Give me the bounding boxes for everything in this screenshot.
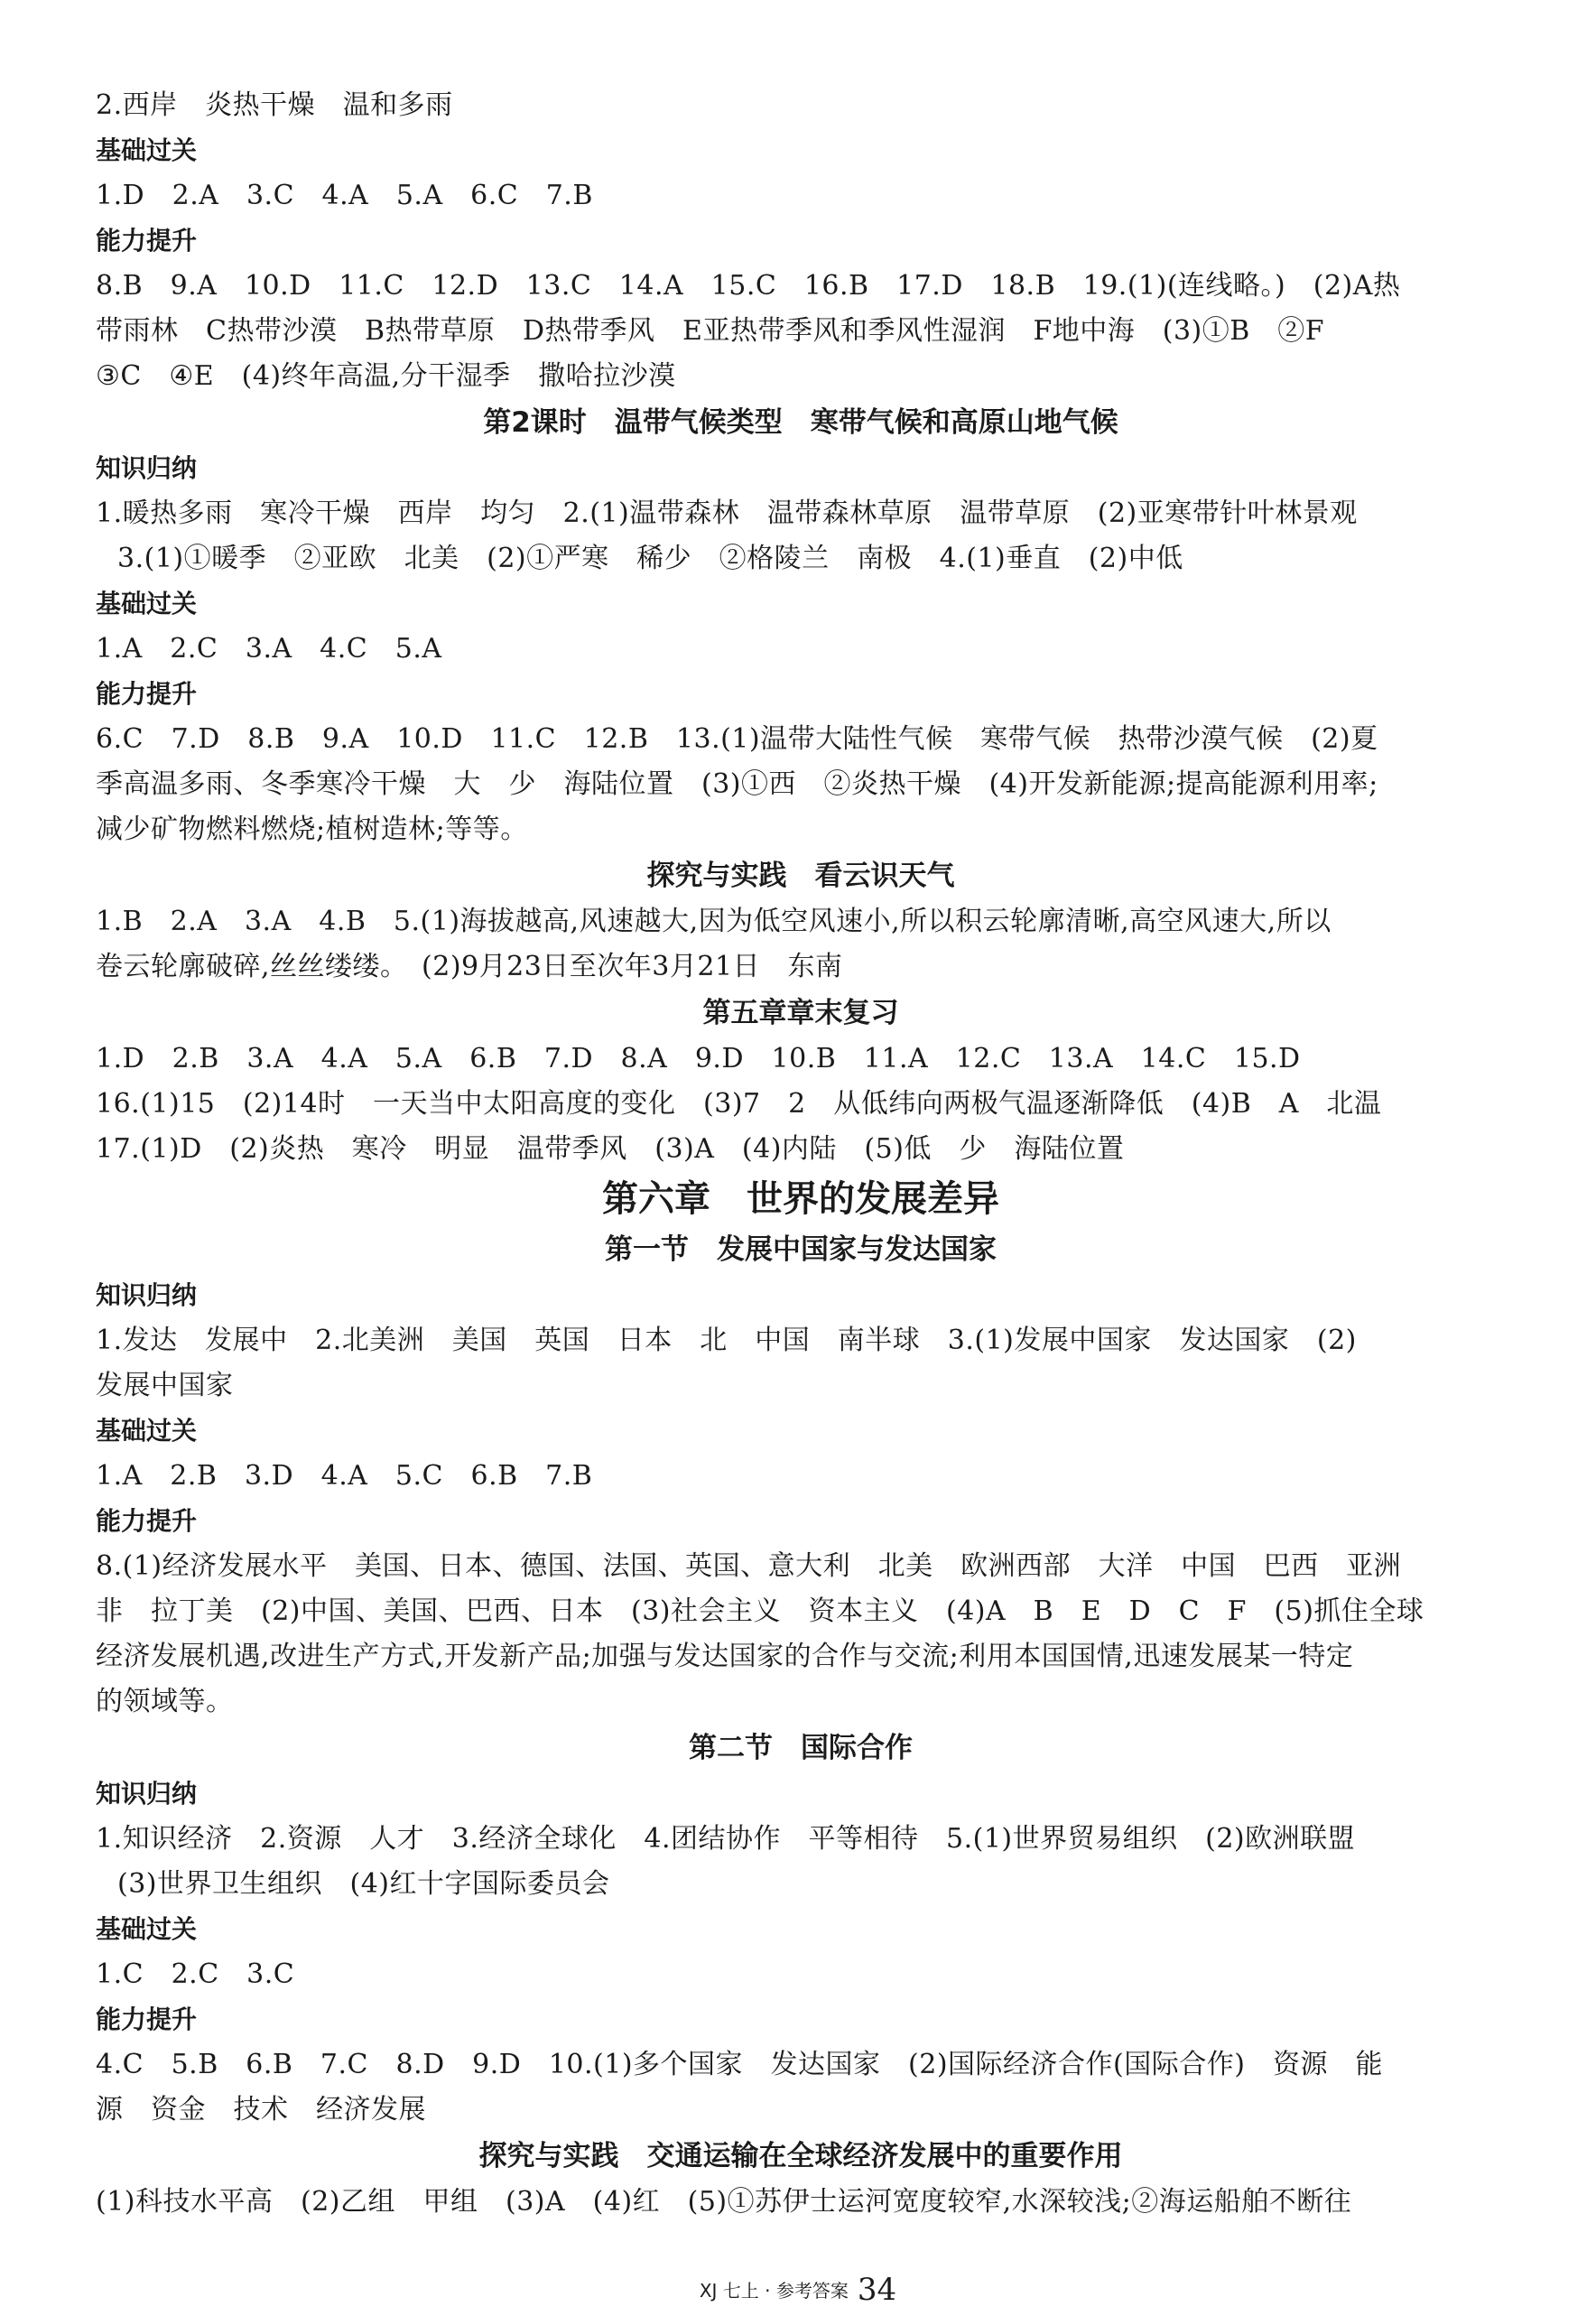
section-label: 能力提升 [96,2004,198,2034]
answer-line: 1.B 2.A 3.A 4.B 5.(1)海拔越高,风速越大,因为低空风速小,所以积云轮廓清晰,高空风速大,所以 [96,906,1332,937]
answer-line: 8.B 9.A 10.D 11.C 12.D 13.C 14.A 15.C 16.B 17.D 18.B 19.(1)(连线略。) (2)A热 [96,270,1401,302]
lesson-title: 第一节 发展中国家与发达国家 [605,1233,997,1266]
section-label: 基础过关 [96,1416,198,1446]
answer-line: 1.A 2.C 3.A 4.C 5.A [96,633,442,665]
lesson-title: 探究与实践 交通运输在全球经济发展中的重要作用 [478,2140,1123,2172]
answer-line: (1)科技水平高 (2)乙组 甲组 (3)A (4)红 (5)①苏伊士运河宽度较窄,水深较浅;②海运船舶不断往 [96,2186,1352,2218]
lesson-title: 第2课时 温带气候类型 寒带气候和高原山地气候 [483,406,1118,439]
lesson-title: 第五章章末复习 [702,997,899,1029]
answer-line: 的领域等。 [96,1686,234,1717]
section-label: 能力提升 [96,1506,198,1536]
section-label: 能力提升 [96,679,198,709]
page-number: 34 [857,2272,897,2308]
answer-line: 1.D 2.B 3.A 4.A 5.A 6.B 7.D 8.A 9.D 10.B 11.A 12.C 13.A 14.C 15.D [96,1043,1301,1074]
chapter-title: 第六章 世界的发展差异 [602,1178,999,1220]
answer-line: 季高温多雨、冬季寒冷干燥 大 少 海陆位置 (3)①西 ②炎热干燥 (4)开发新能源;提高能源利用率; [96,768,1378,800]
footer-label: XJ 七上 · 参考答案 [699,2280,849,2302]
section-label: 知识归纳 [96,1779,198,1809]
answer-line: 1.C 2.C 3.C [96,1958,295,1990]
answer-line: 2.西岸 炎热干燥 温和多雨 [96,89,453,121]
answer-line: 1.暖热多雨 寒冷干燥 西岸 均匀 2.(1)温带森林 温带森林草原 温带草原 (2)亚寒带针叶林景观 [96,498,1358,529]
answer-line: 3.(1)①暖季 ②亚欧 北美 (2)①严寒 稀少 ②格陵兰 南极 4.(1)垂直 (2)中低 [117,543,1183,574]
answer-line: 1.知识经济 2.资源 人才 3.经济全球化 4.团结协作 平等相待 5.(1)世界贸易组织 (2)欧洲联盟 [96,1823,1356,1855]
answer-line: 1.发达 发展中 2.北美洲 美国 英国 日本 北 中国 南半球 3.(1)发展中国家 发达国家 (2) [96,1325,1357,1356]
answer-line: 6.C 7.D 8.B 9.A 10.D 11.C 12.B 13.(1)温带大陆性气候 寒带气候 热带沙漠气候 (2)夏 [96,723,1378,755]
answer-line: 经济发展机遇,改进生产方式,开发新产品;加强与发达国家的合作与交流;利用本国国情,迅速发展某一特定 [96,1641,1354,1672]
answer-line: 8.(1)经济发展水平 美国、日本、德国、法国、英国、意大利 北美 欧洲西部 大洋 中国 巴西 亚洲 [96,1550,1402,1582]
section-label: 知识归纳 [96,1280,198,1310]
answer-line: ③C ④E (4)终年高温,分干湿季 撒哈拉沙漠 [96,360,676,392]
lesson-title: 第二节 国际合作 [689,1732,913,1764]
section-label: 基础过关 [96,135,198,165]
answer-line: 非 拉丁美 (2)中国、美国、巴西、日本 (3)社会主义 资本主义 (4)A B E D C F (5)抓住全球 [96,1595,1424,1627]
answer-line: 1.A 2.B 3.D 4.A 5.C 6.B 7.B [96,1460,593,1492]
answer-line: 减少矿物燃料燃烧;植树造林;等等。 [96,814,528,845]
lesson-title: 探究与实践 看云识天气 [646,860,955,892]
answer-line: 1.D 2.A 3.C 4.A 5.A 6.C 7.B [96,180,593,211]
answer-line: 卷云轮廓破碎,丝丝缕缕。 (2)9月23日至次年3月21日 东南 [96,951,843,982]
answer-line: 4.C 5.B 6.B 7.C 8.D 9.D 10.(1)多个国家 发达国家 (2)国际经济合作(国际合作) 资源 能 [96,2049,1383,2080]
answer-line: 16.(1)15 (2)14时 一天当中太阳高度的变化 (3)7 2 从低纬向两极气温逐渐降低 (4)B A 北温 [96,1088,1382,1120]
answer-line: 17.(1)D (2)炎热 寒冷 明显 温带季风 (3)A (4)内陆 (5)低 少 海陆位置 [96,1133,1125,1165]
section-label: 能力提升 [96,226,198,256]
answer-content [96,83,1506,2225]
page-footer [0,2274,1596,2307]
answer-line: 带雨林 C热带沙漠 B热带草原 D热带季风 E亚热带季风和季风性湿润 F地中海 (3)①B ②F [96,315,1325,347]
section-label: 基础过关 [96,1914,198,1944]
section-label: 知识归纳 [96,453,198,483]
answer-line: (3)世界卫生组织 (4)红十字国际委员会 [117,1868,610,1900]
answer-line: 源 资金 技术 经济发展 [96,2094,426,2125]
section-label: 基础过关 [96,589,198,619]
answer-line: 发展中国家 [96,1370,234,1401]
